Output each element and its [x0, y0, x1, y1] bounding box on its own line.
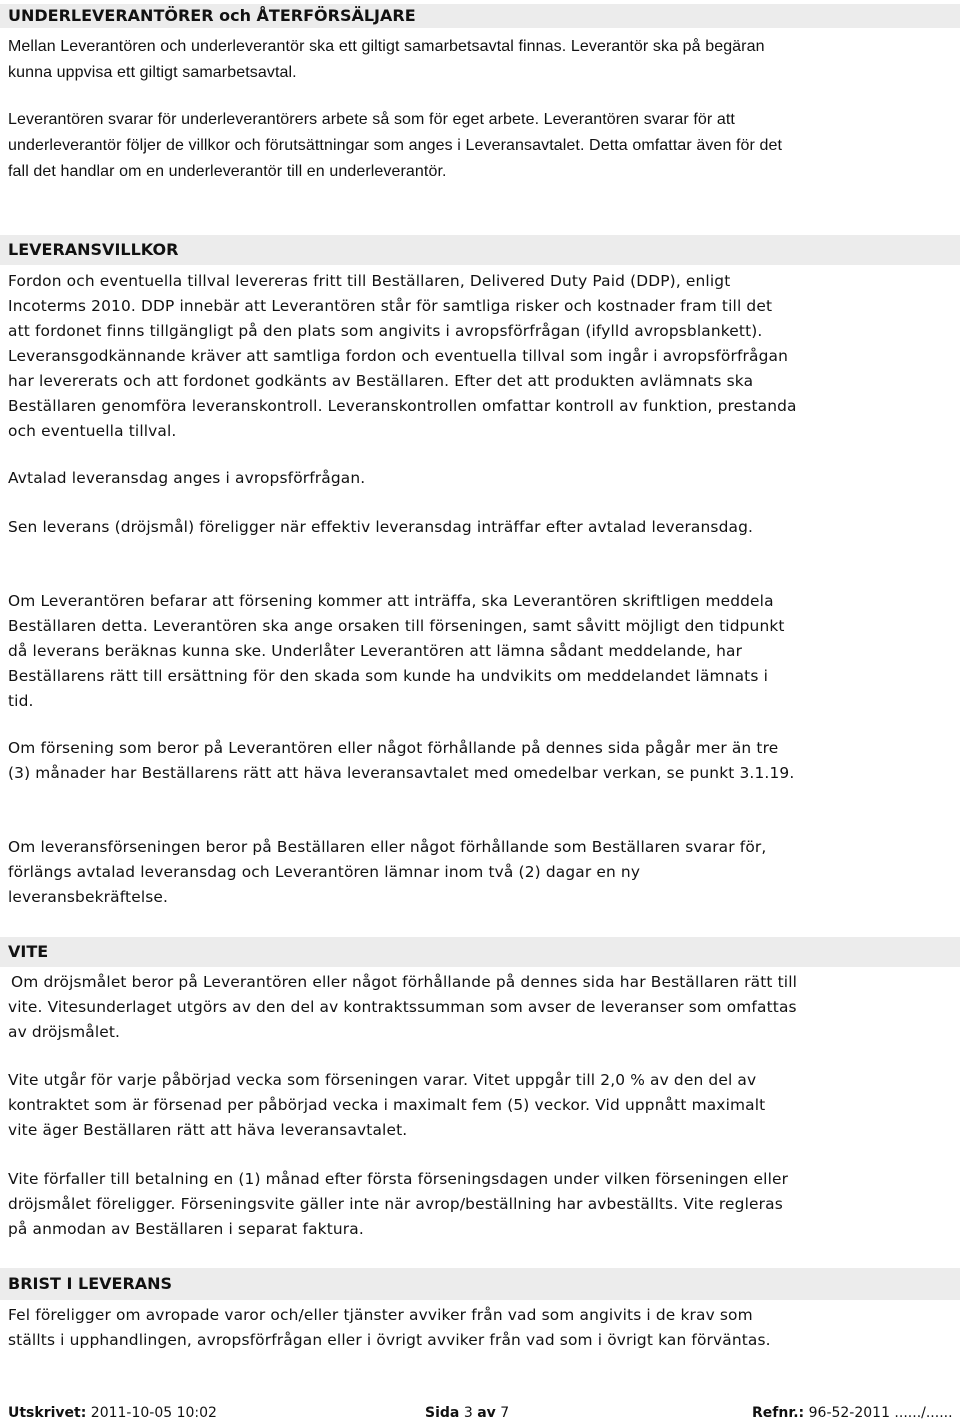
- section-heading-brist-i-leverans: BRIST I LEVERANS: [0, 1268, 960, 1300]
- paragraph: Fordon och eventuella tillval levereras fritt till Beställaren, Delivered Duty Paid (DDP), enligt Incoterms 2010. DDP innebär att Leverantören står för samtliga risker och kostnader fram till det att fordonet finns tillgängligt på den plats som angivits i avropsförfrågan (ifylld avropsblankett). Leveransgodkännande kräver att samtliga fordon och eventuella tillval som ingår i avropsförfrågan har levererats och att fordonet godkänts av Beställaren. Efter det att produkten avlämnats ska Beställaren genomföra leveranskontroll. Leveranskontrollen omfattar kontroll av funktion, prestanda och eventuella tillval.: [8, 272, 797, 440]
- paragraph: Om Leverantören befarar att försening kommer att inträffa, ska Leverantören skriftligen meddela Beställaren detta. Leverantören ska ange orsaken till förseningen, samt såvitt möjligt den tidpunkt då leverans beräknas kunna ske. Underlåter Leverantören att lämna sådant meddelande, har Beställarens rätt till ersättning för den skada som kunde ha undvikits om meddelandet lämnats i tid.: [8, 592, 785, 710]
- paragraph: Sen leverans (dröjsmål) föreligger när effektiv leveransdag inträffar efter avtalad leveransdag.: [8, 518, 754, 536]
- section-heading-vite: VITE: [0, 937, 960, 967]
- paragraph: Avtalad leveransdag anges i avropsförfrågan.: [8, 469, 366, 487]
- paragraph: Om dröjsmålet beror på Leverantören eller något förhållande på dennes sida har Beställaren rätt till vite. Vitesunderlaget utgörs av den del av kontraktssumman som avser de leveranser som omfattas av dröjsmålet.: [8, 973, 798, 1041]
- section-heading-leveransvillkor: LEVERANSVILLKOR: [0, 235, 960, 265]
- paragraph: Mellan Leverantören och underleverantör ska ett giltigt samarbetsavtal finnas. Leverantör ska på begäran kunna uppvisa ett giltigt samarbetsavtal.: [8, 38, 765, 81]
- reference-number: Refnr.: 96-52-2011 ....../......: [752, 1405, 953, 1421]
- paragraph: Fel föreligger om avropade varor och/eller tjänster avviker från vad som angivits i de krav som ställts i upphandlingen, avropsförfrågan eller i övrigt avviker från vad som i övrigt kan förväntas.: [8, 1306, 771, 1349]
- printed-date: Utskrivet: 2011-10-05 10:02: [8, 1405, 217, 1421]
- page-footer: [0, 1404, 960, 1422]
- paragraph: Vite utgår för varje påbörjad vecka som förseningen varar. Vitet uppgår till 2,0 % av den del av kontraktet som är försenad per påbörjad vecka i maximalt fem (5) veckor. Vid uppnått maximalt vite äger Beställaren rätt att häva leveransavtalet.: [8, 1071, 766, 1139]
- paragraph: Om försening som beror på Leverantören eller något förhållande på dennes sida pågår mer än tre (3) månader har Beställarens rätt att häva leveransavtalet med omedelbar verkan, se punkt 3.1.19.: [8, 739, 795, 782]
- paragraph: Leverantören svarar för underleverantörers arbete så som för eget arbete. Leverantören svarar för att underleverantör följer de villkor och förutsättningar som anges i Leveransavtalet. Detta omfattar även för det fall det handlar om en underleverantör till en underleverantör.: [8, 111, 783, 180]
- section-heading-underleverantorer: UNDERLEVERANTÖRER och ÅTERFÖRSÄLJARE: [0, 4, 960, 28]
- paragraph: Vite förfaller till betalning en (1) månad efter första förseningsdagen under vilken förseningen eller dröjsmålet föreligger. Förseningsvite gäller inte när avrop/beställning har avbeställts. Vite regleras på anmodan av Beställaren i separat faktura.: [8, 1170, 789, 1238]
- page-number: Sida 3 av 7: [425, 1405, 510, 1421]
- paragraph: Om leveransförseningen beror på Beställaren eller något förhållande som Beställaren svarar för, förlängs avtalad leveransdag och Leverantören lämnar inom två (2) dagar en ny leveransbekräftelse.: [8, 838, 767, 906]
